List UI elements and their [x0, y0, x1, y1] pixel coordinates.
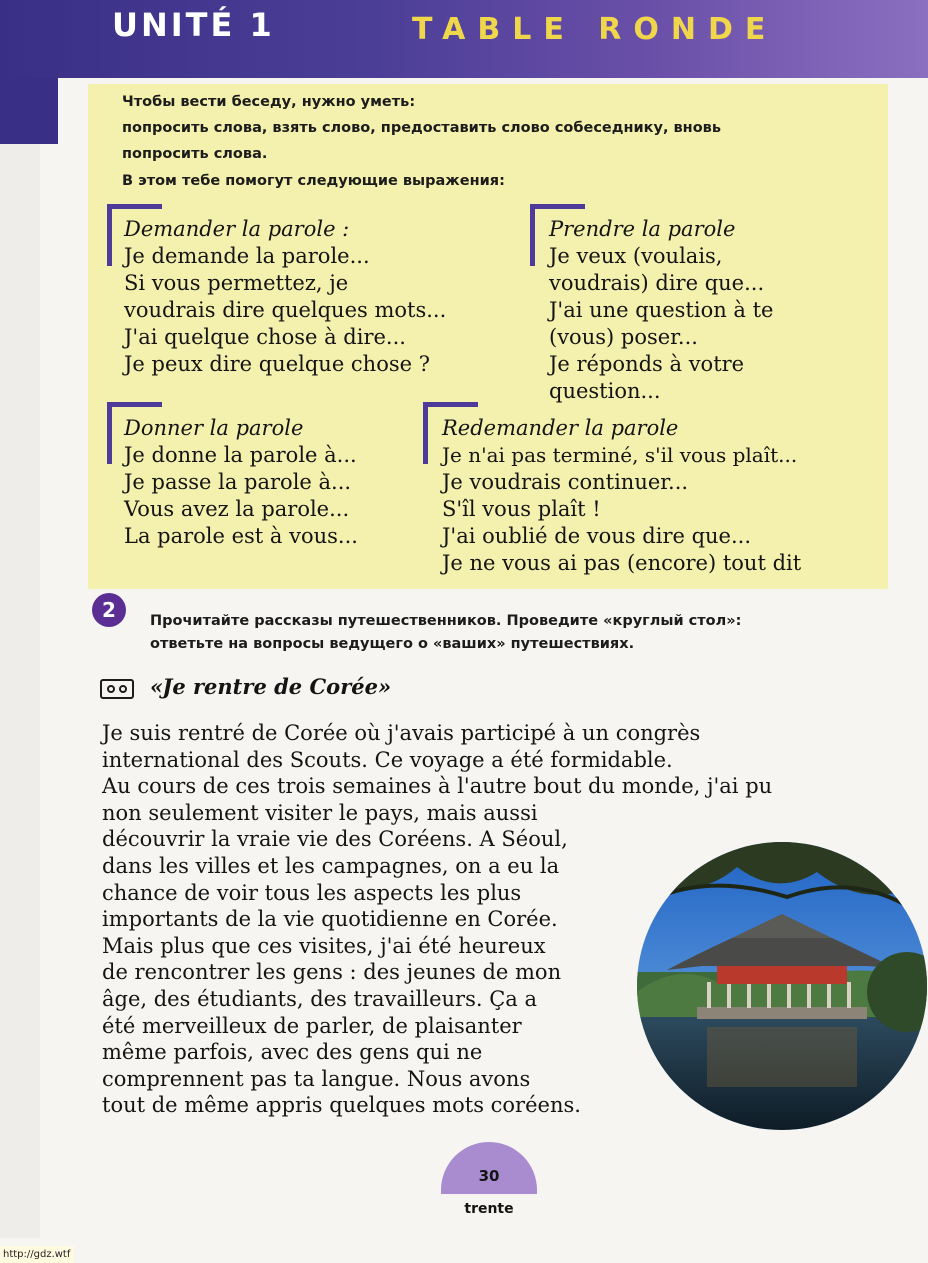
phrase-line: Je demande la parole... — [124, 244, 370, 268]
page-number-word: trente — [464, 1201, 514, 1217]
phrase-line: La parole est à vous... — [124, 524, 358, 548]
unit-title: TABLE RONDE — [412, 12, 778, 47]
block-heading: Donner la parole — [124, 416, 304, 440]
phrase-line: J'ai oublié de vous dire que... — [442, 524, 752, 548]
story-line: Mais plus que ces visites, j'ai été heureux — [102, 933, 546, 958]
intro-line-2: попросить слова, взять слово, предоставить слово собеседнику, вновь — [122, 120, 722, 136]
block-prendre — [549, 216, 774, 405]
block-donner — [124, 415, 358, 550]
story-line: âge, des étudiants, des travailleurs. Ça a — [102, 986, 537, 1011]
phrase-line: Je réponds à votre — [549, 352, 745, 376]
phrase-line: Je voudrais continuer... — [442, 470, 689, 494]
phrase-line: Je donne la parole à... — [124, 443, 357, 467]
story-title: «Je rentre de Corée» — [150, 674, 392, 699]
phrase-line: Je veux (voulais, — [549, 244, 723, 268]
phrase-line: Vous avez la parole... — [124, 497, 350, 521]
phrase-line: (vous) poser... — [549, 325, 698, 349]
watermark-link[interactable]: http://gdz.wtf — [0, 1246, 74, 1263]
block-demander — [124, 216, 446, 378]
story-line: international des Scouts. Ce voyage a été formidable. — [102, 747, 673, 772]
phrase-line: question... — [549, 379, 661, 403]
phrase-line: S'îl vous plaît ! — [442, 497, 601, 521]
story-line: Au cours de ces trois semaines à l'autre bout du monde, j'ai pu — [102, 774, 773, 799]
phrase-line: Je ne vous ai pas (encore) tout dit — [442, 551, 802, 575]
story-line: été merveilleux de parler, de plaisanter — [102, 1013, 522, 1038]
phrase-line: voudrais) dire que... — [549, 271, 765, 295]
block-redemander — [442, 415, 801, 577]
story-line: chance de voir tous les aspects les plus — [102, 880, 522, 905]
phrase-line: voudrais dire quelques mots... — [124, 298, 447, 322]
header-corner-block — [0, 78, 58, 144]
exercise-line: Прочитайте рассказы путешественников. Проведите «круглый стол»: — [150, 613, 742, 629]
story-line: tout de même appris quelques mots coréens. — [102, 1093, 581, 1118]
story-line: même parfois, avec des gens qui ne — [102, 1040, 483, 1065]
exercise-instructions — [150, 610, 741, 656]
intro-line-4: В этом тебе помогут следующие выражения: — [122, 173, 505, 189]
korean-pavilion-photo — [637, 842, 927, 1130]
cassette-icon — [100, 679, 134, 699]
intro-line-3: попросить слова. — [122, 146, 268, 162]
story-line: non seulement visiter le pays, mais aussi — [102, 800, 538, 825]
page-number: 30 — [478, 1167, 500, 1185]
phrase-line: Je peux dire quelque chose ? — [124, 352, 430, 376]
story-line: dans les villes et les campagnes, on a eu la — [102, 853, 560, 878]
phrase-line: J'ai une question à te — [549, 298, 774, 322]
block-heading: Demander la parole : — [124, 217, 350, 241]
unit-label: UNITÉ 1 — [112, 6, 275, 44]
phrase-line: Si vous permettez, je — [124, 271, 349, 295]
story-line: comprennent pas ta langue. Nous avons — [102, 1066, 531, 1091]
exercise-line: ответьте на вопросы ведущего о «ваших» путешествиях. — [150, 636, 635, 652]
exercise-number-badge: 2 — [92, 593, 126, 627]
block-heading: Prendre la parole — [549, 217, 736, 241]
phrase-line: Je n'ai pas terminé, s'il vous plaît... — [442, 443, 798, 467]
phrase-line: J'ai quelque chose à dire... — [124, 325, 406, 349]
story-line: de rencontrer les gens : des jeunes de mon — [102, 960, 562, 985]
block-heading: Redemander la parole — [442, 416, 679, 440]
phrase-line: Je passe la parole à... — [124, 470, 352, 494]
story-line: importants de la vie quotidienne en Corée. — [102, 907, 558, 932]
story-line: découvrir la vraie vie des Coréens. A Séoul, — [102, 827, 568, 852]
story-line: Je suis rentré de Corée où j'avais participé à un congrès — [102, 721, 701, 745]
intro-line-1: Чтобы вести беседу, нужно уметь: — [122, 94, 416, 110]
left-margin-strip — [0, 78, 40, 1238]
